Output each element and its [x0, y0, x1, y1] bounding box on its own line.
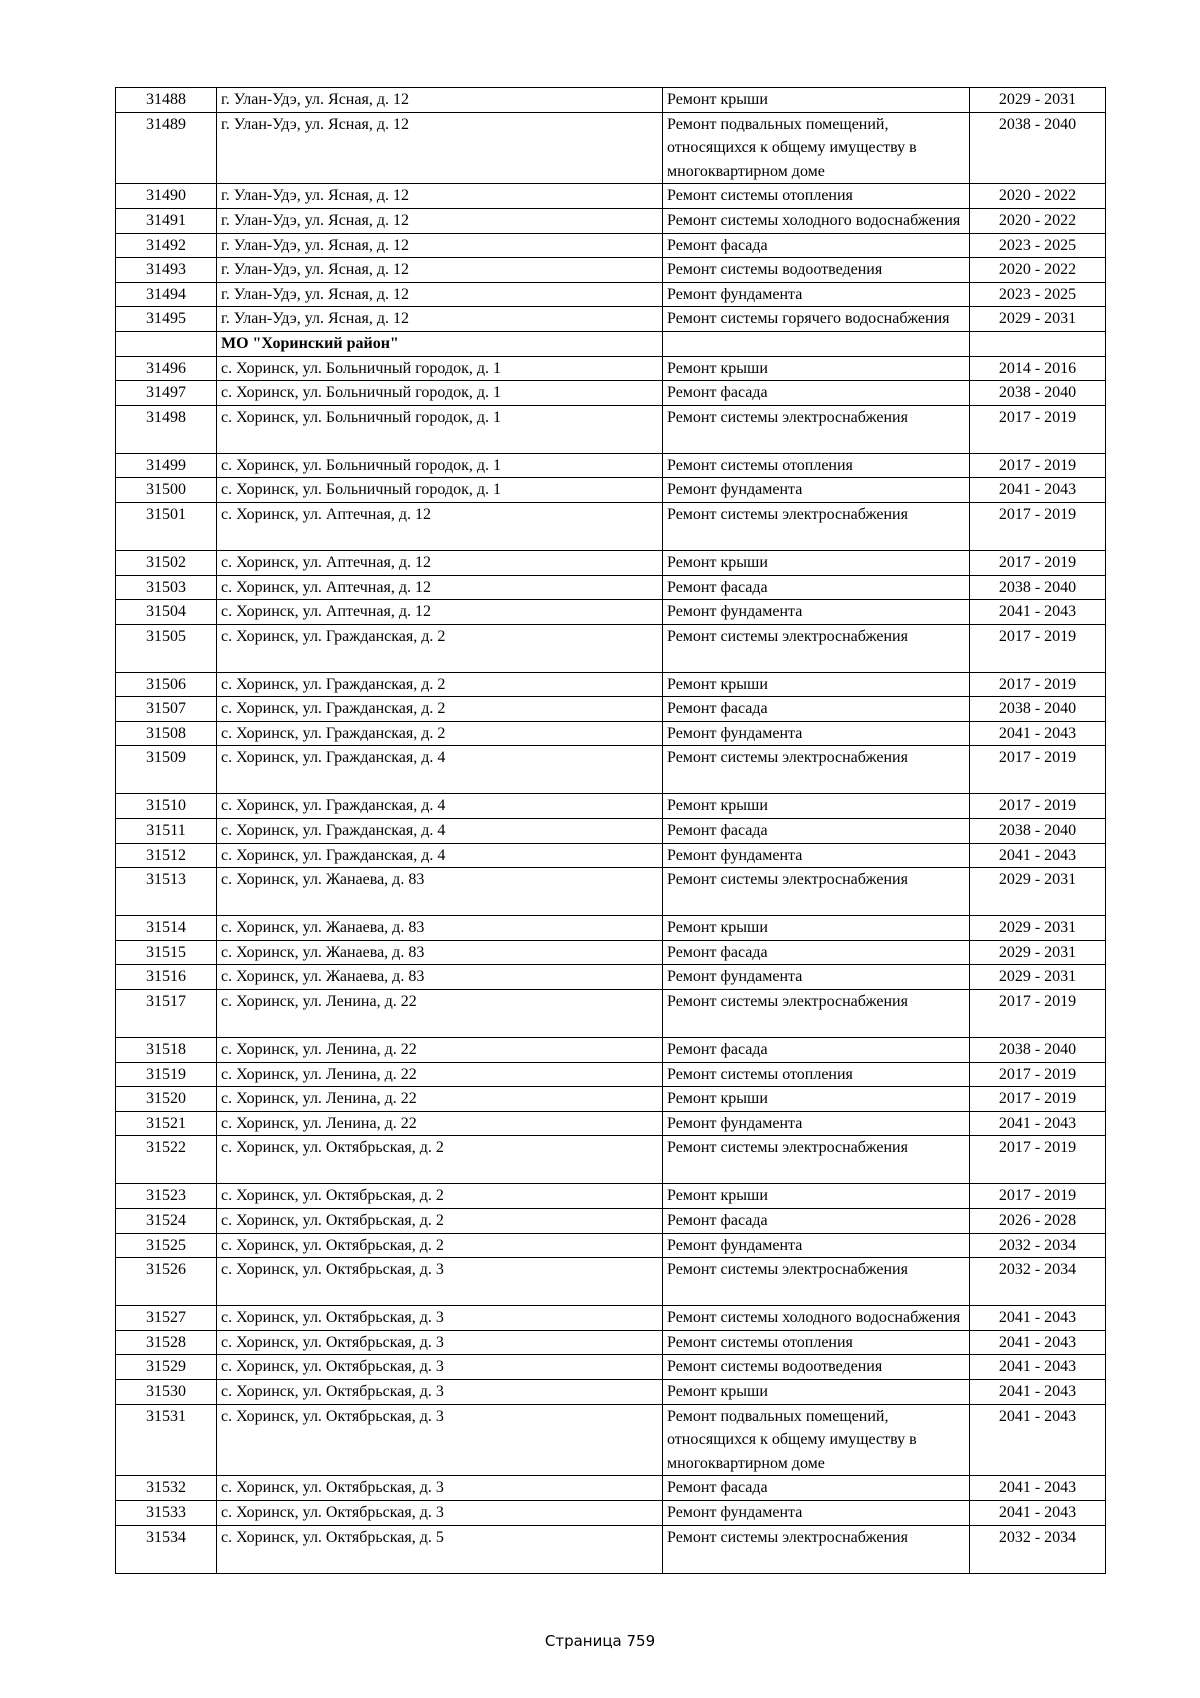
table-row [116, 258, 1106, 283]
cell-period: 2017 - 2019 [970, 1136, 1106, 1184]
cell-number: 31522 [116, 1136, 217, 1184]
table-row [116, 233, 1106, 258]
cell-address: г. Улан-Удэ, ул. Ясная, д. 12 [217, 233, 663, 258]
cell-address: г. Улан-Удэ, ул. Ясная, д. 12 [217, 258, 663, 283]
table-body [116, 88, 1106, 1574]
cell-address: с. Хоринск, ул. Жанаева, д. 83 [217, 868, 663, 916]
cell-number: 31528 [116, 1330, 217, 1355]
cell-address: с. Хоринск, ул. Больничный городок, д. 1 [217, 356, 663, 381]
cell-period: 2029 - 2031 [970, 307, 1106, 332]
cell-work: Ремонт фасада [663, 1476, 970, 1501]
cell-period: 2017 - 2019 [970, 453, 1106, 478]
table-row [116, 819, 1106, 844]
table-row [116, 1330, 1106, 1355]
cell-work: Ремонт крыши [663, 356, 970, 381]
cell-number: 31513 [116, 868, 217, 916]
cell-work: Ремонт фасада [663, 819, 970, 844]
cell-period: 2029 - 2031 [970, 916, 1106, 941]
table-row [116, 624, 1106, 672]
cell-period: 2032 - 2034 [970, 1258, 1106, 1306]
cell-number: 31530 [116, 1379, 217, 1404]
table-row [116, 112, 1106, 184]
section-row [116, 331, 1106, 356]
cell-work: Ремонт крыши [663, 916, 970, 941]
cell-period: 2041 - 2043 [970, 478, 1106, 503]
table-row [116, 600, 1106, 625]
cell-address: г. Улан-Удэ, ул. Ясная, д. 12 [217, 282, 663, 307]
cell-address: г. Улан-Удэ, ул. Ясная, д. 12 [217, 112, 663, 184]
cell-work: Ремонт системы холодного водоснабжения [663, 208, 970, 233]
cell-period: 2041 - 2043 [970, 1500, 1106, 1525]
cell-work: Ремонт системы отопления [663, 184, 970, 209]
table-row [116, 697, 1106, 722]
cell-period: 2020 - 2022 [970, 184, 1106, 209]
cell-period: 2041 - 2043 [970, 1476, 1106, 1501]
cell-work: Ремонт фундамента [663, 600, 970, 625]
cell-address: с. Хоринск, ул. Гражданская, д. 4 [217, 819, 663, 844]
table-row [116, 940, 1106, 965]
cell-period [970, 331, 1106, 356]
table-row [116, 1500, 1106, 1525]
cell-work: Ремонт подвальных помещений, относящихся к общему имуществу в многоквартирном доме [663, 1404, 970, 1476]
table-row [116, 1184, 1106, 1209]
cell-period: 2041 - 2043 [970, 600, 1106, 625]
cell-number: 31526 [116, 1258, 217, 1306]
cell-period: 2017 - 2019 [970, 1184, 1106, 1209]
cell-work: Ремонт системы электроснабжения [663, 990, 970, 1038]
cell-number: 31531 [116, 1404, 217, 1476]
table-row [116, 282, 1106, 307]
cell-address: с. Хоринск, ул. Гражданская, д. 2 [217, 624, 663, 672]
cell-period: 2017 - 2019 [970, 502, 1106, 550]
table-row [116, 1209, 1106, 1234]
table-row [116, 1087, 1106, 1112]
table-row [116, 88, 1106, 113]
cell-period: 2014 - 2016 [970, 356, 1106, 381]
cell-work: Ремонт фундамента [663, 1233, 970, 1258]
cell-work: Ремонт фасада [663, 381, 970, 406]
cell-period: 2023 - 2025 [970, 233, 1106, 258]
cell-address: с. Хоринск, ул. Аптечная, д. 12 [217, 600, 663, 625]
table-row [116, 478, 1106, 503]
cell-address: с. Хоринск, ул. Аптечная, д. 12 [217, 575, 663, 600]
table-row [116, 672, 1106, 697]
table-row [116, 965, 1106, 990]
cell-work: Ремонт крыши [663, 550, 970, 575]
cell-number: 31500 [116, 478, 217, 503]
cell-number: 31511 [116, 819, 217, 844]
cell-number: 31495 [116, 307, 217, 332]
cell-address: г. Улан-Удэ, ул. Ясная, д. 12 [217, 184, 663, 209]
cell-work: Ремонт фундамента [663, 1500, 970, 1525]
cell-period: 2020 - 2022 [970, 208, 1106, 233]
cell-work: Ремонт фундамента [663, 1111, 970, 1136]
cell-number: 31491 [116, 208, 217, 233]
table-row [116, 208, 1106, 233]
cell-address: с. Хоринск, ул. Жанаева, д. 83 [217, 916, 663, 941]
cell-address: с. Хоринск, ул. Ленина, д. 22 [217, 1111, 663, 1136]
cell-number: 31496 [116, 356, 217, 381]
cell-number: 31517 [116, 990, 217, 1038]
cell-work: Ремонт крыши [663, 1087, 970, 1112]
cell-address: с. Хоринск, ул. Октябрьская, д. 3 [217, 1476, 663, 1501]
cell-number: 31533 [116, 1500, 217, 1525]
cell-number: 31503 [116, 575, 217, 600]
cell-address: с. Хоринск, ул. Гражданская, д. 2 [217, 697, 663, 722]
cell-period: 2017 - 2019 [970, 746, 1106, 794]
cell-address: с. Хоринск, ул. Ленина, д. 22 [217, 990, 663, 1038]
cell-address: с. Хоринск, ул. Октябрьская, д. 3 [217, 1330, 663, 1355]
page-number: Страница 759 [544, 1632, 656, 1650]
cell-period: 2017 - 2019 [970, 990, 1106, 1038]
cell-work: Ремонт системы отопления [663, 1330, 970, 1355]
table-row [116, 453, 1106, 478]
cell-address: с. Хоринск, ул. Ленина, д. 22 [217, 1062, 663, 1087]
cell-work: Ремонт фасада [663, 697, 970, 722]
cell-number: 31494 [116, 282, 217, 307]
cell-period: 2017 - 2019 [970, 1087, 1106, 1112]
cell-period: 2032 - 2034 [970, 1233, 1106, 1258]
cell-number: 31498 [116, 405, 217, 453]
cell-number: 31520 [116, 1087, 217, 1112]
cell-number: 31490 [116, 184, 217, 209]
cell-address: с. Хоринск, ул. Октябрьская, д. 3 [217, 1355, 663, 1380]
repair-schedule-table [115, 87, 1106, 1574]
cell-work: Ремонт подвальных помещений, относящихся к общему имуществу в многоквартирном доме [663, 112, 970, 184]
cell-work: Ремонт фасада [663, 940, 970, 965]
cell-number: 31489 [116, 112, 217, 184]
cell-work: Ремонт крыши [663, 88, 970, 113]
cell-period: 2041 - 2043 [970, 721, 1106, 746]
cell-work: Ремонт системы электроснабжения [663, 1136, 970, 1184]
table-row [116, 381, 1106, 406]
cell-address: с. Хоринск, ул. Октябрьская, д. 3 [217, 1379, 663, 1404]
cell-period: 2041 - 2043 [970, 1111, 1106, 1136]
cell-address: с. Хоринск, ул. Октябрьская, д. 2 [217, 1209, 663, 1234]
cell-number: 31524 [116, 1209, 217, 1234]
cell-address: с. Хоринск, ул. Октябрьская, д. 5 [217, 1525, 663, 1573]
cell-number: 31497 [116, 381, 217, 406]
section-title: МО "Хоринский район" [217, 331, 663, 356]
cell-number: 31499 [116, 453, 217, 478]
table-row [116, 1525, 1106, 1573]
cell-number: 31519 [116, 1062, 217, 1087]
cell-number [116, 331, 217, 356]
cell-address: с. Хоринск, ул. Аптечная, д. 12 [217, 550, 663, 575]
cell-period: 2038 - 2040 [970, 1038, 1106, 1063]
cell-work: Ремонт фундамента [663, 843, 970, 868]
cell-number: 31515 [116, 940, 217, 965]
cell-number: 31507 [116, 697, 217, 722]
cell-period: 2029 - 2031 [970, 88, 1106, 113]
cell-period: 2041 - 2043 [970, 1379, 1106, 1404]
cell-period: 2017 - 2019 [970, 672, 1106, 697]
cell-period: 2023 - 2025 [970, 282, 1106, 307]
cell-address: г. Улан-Удэ, ул. Ясная, д. 12 [217, 88, 663, 113]
table-row [116, 721, 1106, 746]
cell-address: с. Хоринск, ул. Больничный городок, д. 1 [217, 381, 663, 406]
table-row [116, 1258, 1106, 1306]
cell-address: с. Хоринск, ул. Гражданская, д. 2 [217, 672, 663, 697]
cell-work: Ремонт фасада [663, 575, 970, 600]
cell-work: Ремонт системы холодного водоснабжения [663, 1306, 970, 1331]
table-row [116, 1404, 1106, 1476]
cell-work: Ремонт системы водоотведения [663, 258, 970, 283]
cell-number: 31521 [116, 1111, 217, 1136]
cell-number: 31516 [116, 965, 217, 990]
cell-address: с. Хоринск, ул. Октябрьская, д. 2 [217, 1184, 663, 1209]
cell-address: с. Хоринск, ул. Больничный городок, д. 1 [217, 478, 663, 503]
cell-period: 2026 - 2028 [970, 1209, 1106, 1234]
cell-number: 31492 [116, 233, 217, 258]
cell-period: 2041 - 2043 [970, 1404, 1106, 1476]
cell-address: с. Хоринск, ул. Октябрьская, д. 3 [217, 1306, 663, 1331]
cell-work: Ремонт системы электроснабжения [663, 868, 970, 916]
table-row [116, 502, 1106, 550]
cell-period: 2029 - 2031 [970, 868, 1106, 916]
table-row [116, 1136, 1106, 1184]
cell-address: с. Хоринск, ул. Октябрьская, д. 2 [217, 1233, 663, 1258]
cell-period: 2041 - 2043 [970, 1330, 1106, 1355]
cell-work: Ремонт системы электроснабжения [663, 746, 970, 794]
cell-work: Ремонт крыши [663, 1379, 970, 1404]
cell-address: с. Хоринск, ул. Октябрьская, д. 3 [217, 1500, 663, 1525]
cell-period: 2038 - 2040 [970, 381, 1106, 406]
table-row [116, 746, 1106, 794]
table-row [116, 1306, 1106, 1331]
cell-number: 31504 [116, 600, 217, 625]
cell-address: с. Хоринск, ул. Гражданская, д. 4 [217, 746, 663, 794]
cell-number: 31518 [116, 1038, 217, 1063]
table-row [116, 1038, 1106, 1063]
cell-address: с. Хоринск, ул. Гражданская, д. 4 [217, 843, 663, 868]
cell-number: 31493 [116, 258, 217, 283]
cell-work: Ремонт системы отопления [663, 1062, 970, 1087]
cell-number: 31509 [116, 746, 217, 794]
table-row [116, 1062, 1106, 1087]
cell-address: с. Хоринск, ул. Октябрьская, д. 2 [217, 1136, 663, 1184]
table-row [116, 794, 1106, 819]
cell-work: Ремонт фасада [663, 1038, 970, 1063]
cell-address: с. Хоринск, ул. Жанаева, д. 83 [217, 965, 663, 990]
cell-work: Ремонт системы электроснабжения [663, 1525, 970, 1573]
cell-period: 2041 - 2043 [970, 1306, 1106, 1331]
cell-number: 31529 [116, 1355, 217, 1380]
cell-number: 31525 [116, 1233, 217, 1258]
cell-period: 2038 - 2040 [970, 575, 1106, 600]
cell-work: Ремонт крыши [663, 672, 970, 697]
cell-address: с. Хоринск, ул. Больничный городок, д. 1 [217, 405, 663, 453]
cell-address: с. Хоринск, ул. Ленина, д. 22 [217, 1087, 663, 1112]
cell-work [663, 331, 970, 356]
cell-period: 2038 - 2040 [970, 697, 1106, 722]
cell-address: с. Хоринск, ул. Ленина, д. 22 [217, 1038, 663, 1063]
cell-work: Ремонт системы электроснабжения [663, 405, 970, 453]
cell-work: Ремонт фасада [663, 1209, 970, 1234]
cell-work: Ремонт системы электроснабжения [663, 502, 970, 550]
table-row [116, 550, 1106, 575]
table-row [116, 1355, 1106, 1380]
cell-number: 31502 [116, 550, 217, 575]
cell-number: 31508 [116, 721, 217, 746]
table-row [116, 1379, 1106, 1404]
cell-number: 31501 [116, 502, 217, 550]
cell-number: 31534 [116, 1525, 217, 1573]
table-row [116, 1111, 1106, 1136]
cell-number: 31512 [116, 843, 217, 868]
cell-number: 31514 [116, 916, 217, 941]
table-row [116, 868, 1106, 916]
table-row [116, 843, 1106, 868]
cell-period: 2017 - 2019 [970, 624, 1106, 672]
cell-work: Ремонт системы электроснабжения [663, 624, 970, 672]
table-row [116, 575, 1106, 600]
cell-number: 31488 [116, 88, 217, 113]
cell-work: Ремонт фундамента [663, 282, 970, 307]
cell-number: 31505 [116, 624, 217, 672]
cell-address: с. Хоринск, ул. Больничный городок, д. 1 [217, 453, 663, 478]
cell-number: 31532 [116, 1476, 217, 1501]
cell-period: 2038 - 2040 [970, 112, 1106, 184]
cell-address: с. Хоринск, ул. Октябрьская, д. 3 [217, 1258, 663, 1306]
cell-number: 31527 [116, 1306, 217, 1331]
cell-work: Ремонт системы электроснабжения [663, 1258, 970, 1306]
cell-address: г. Улан-Удэ, ул. Ясная, д. 12 [217, 307, 663, 332]
cell-address: г. Улан-Удэ, ул. Ясная, д. 12 [217, 208, 663, 233]
cell-period: 2020 - 2022 [970, 258, 1106, 283]
cell-work: Ремонт фундамента [663, 965, 970, 990]
cell-address: с. Хоринск, ул. Гражданская, д. 2 [217, 721, 663, 746]
table-row [116, 916, 1106, 941]
cell-number: 31506 [116, 672, 217, 697]
cell-period: 2017 - 2019 [970, 794, 1106, 819]
cell-work: Ремонт фасада [663, 233, 970, 258]
cell-period: 2041 - 2043 [970, 843, 1106, 868]
table-row [116, 307, 1106, 332]
cell-work: Ремонт фундамента [663, 478, 970, 503]
cell-work: Ремонт крыши [663, 794, 970, 819]
cell-number: 31510 [116, 794, 217, 819]
cell-work: Ремонт крыши [663, 1184, 970, 1209]
cell-period: 2032 - 2034 [970, 1525, 1106, 1573]
cell-work: Ремонт фундамента [663, 721, 970, 746]
cell-number: 31523 [116, 1184, 217, 1209]
cell-period: 2017 - 2019 [970, 405, 1106, 453]
cell-address: с. Хоринск, ул. Октябрьская, д. 3 [217, 1404, 663, 1476]
table-row [116, 1233, 1106, 1258]
cell-period: 2041 - 2043 [970, 1355, 1106, 1380]
cell-address: с. Хоринск, ул. Жанаева, д. 83 [217, 940, 663, 965]
cell-period: 2017 - 2019 [970, 550, 1106, 575]
table-row [116, 184, 1106, 209]
cell-period: 2017 - 2019 [970, 1062, 1106, 1087]
table-row [116, 990, 1106, 1038]
table-row [116, 1476, 1106, 1501]
cell-work: Ремонт системы водоотведения [663, 1355, 970, 1380]
cell-work: Ремонт системы горячего водоснабжения [663, 307, 970, 332]
cell-period: 2038 - 2040 [970, 819, 1106, 844]
cell-period: 2029 - 2031 [970, 940, 1106, 965]
cell-address: с. Хоринск, ул. Гражданская, д. 4 [217, 794, 663, 819]
cell-work: Ремонт системы отопления [663, 453, 970, 478]
table-row [116, 356, 1106, 381]
cell-address: с. Хоринск, ул. Аптечная, д. 12 [217, 502, 663, 550]
cell-period: 2029 - 2031 [970, 965, 1106, 990]
table-row [116, 405, 1106, 453]
